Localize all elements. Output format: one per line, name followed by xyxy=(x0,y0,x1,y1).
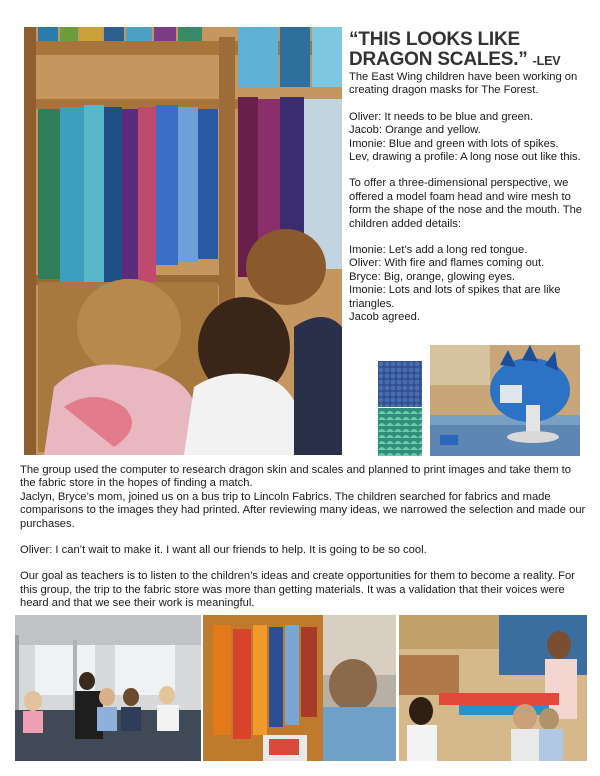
quote-line: Oliver: With fire and flames coming out. xyxy=(349,257,545,270)
quote-line: Oliver: It needs to be blue and green. xyxy=(349,110,534,123)
photo-children-fabric-shelves xyxy=(24,27,342,455)
photo-green-scale-fabric xyxy=(378,408,422,456)
perspective-paragraph: To offer a three-dimensional perspective, we offered a model foam head and wire mesh to form the shape of the nose and the mouth. The children added details: xyxy=(349,177,583,230)
quote-line: Lev, drawing a profile: A long nose out like this. xyxy=(349,151,581,164)
headline-quote: “THIS LOOKS LIKE DRAGON SCALES.” xyxy=(349,29,528,70)
photo-foam-head-mask xyxy=(430,345,580,456)
quote-line: Imonie: Let’s add a long red tongue. xyxy=(349,244,528,257)
quote-line: Bryce: Big, orange, glowing eyes. xyxy=(349,270,516,283)
quote-line: Jacob agreed. xyxy=(349,311,420,324)
intro-paragraph: The East Wing children have been working on creating dragon masks for The Forest. xyxy=(349,71,578,97)
body-text xyxy=(20,464,586,611)
oliver-quote: Oliver: I can’t wait to make it. I want all our friends to help. It is going to be so cool. xyxy=(20,544,427,557)
quote-line: Imonie: Lots and lots of spikes that are like triangles. xyxy=(349,284,561,310)
headline xyxy=(349,30,589,71)
photo-choosing-fabric-rolls xyxy=(399,615,587,761)
headline-attribution: -LEV xyxy=(532,54,561,68)
right-column-text xyxy=(349,71,587,325)
quote-line: Imonie: Blue and green with lots of spikes. xyxy=(349,137,559,150)
photo-blue-scale-fabric xyxy=(378,361,422,407)
goal-paragraph: Our goal as teachers is to listen to the children’s ideas and create opportunities for them to become a reality. For this group, the trip to the fabric store was more than getting materials. It was a validation that their voices were heard and that we see their work is meaningful. xyxy=(20,570,575,610)
quote-line: Jacob: Orange and yellow. xyxy=(349,124,481,137)
body-paragraph: Jaclyn, Bryce’s mom, joined us on a bus trip to Lincoln Fabrics. The children searched for fabrics and made comparisons to the images they had printed. After reviewing many ideas, we narrowed the selection and made our purchases. xyxy=(20,490,586,530)
photo-bus-trip xyxy=(15,615,201,761)
photo-fabric-store-browsing xyxy=(203,615,396,761)
body-paragraph: The group used the computer to research dragon skin and scales and planned to print images and take them to the fabric store in the hopes of finding a match. xyxy=(20,464,572,490)
